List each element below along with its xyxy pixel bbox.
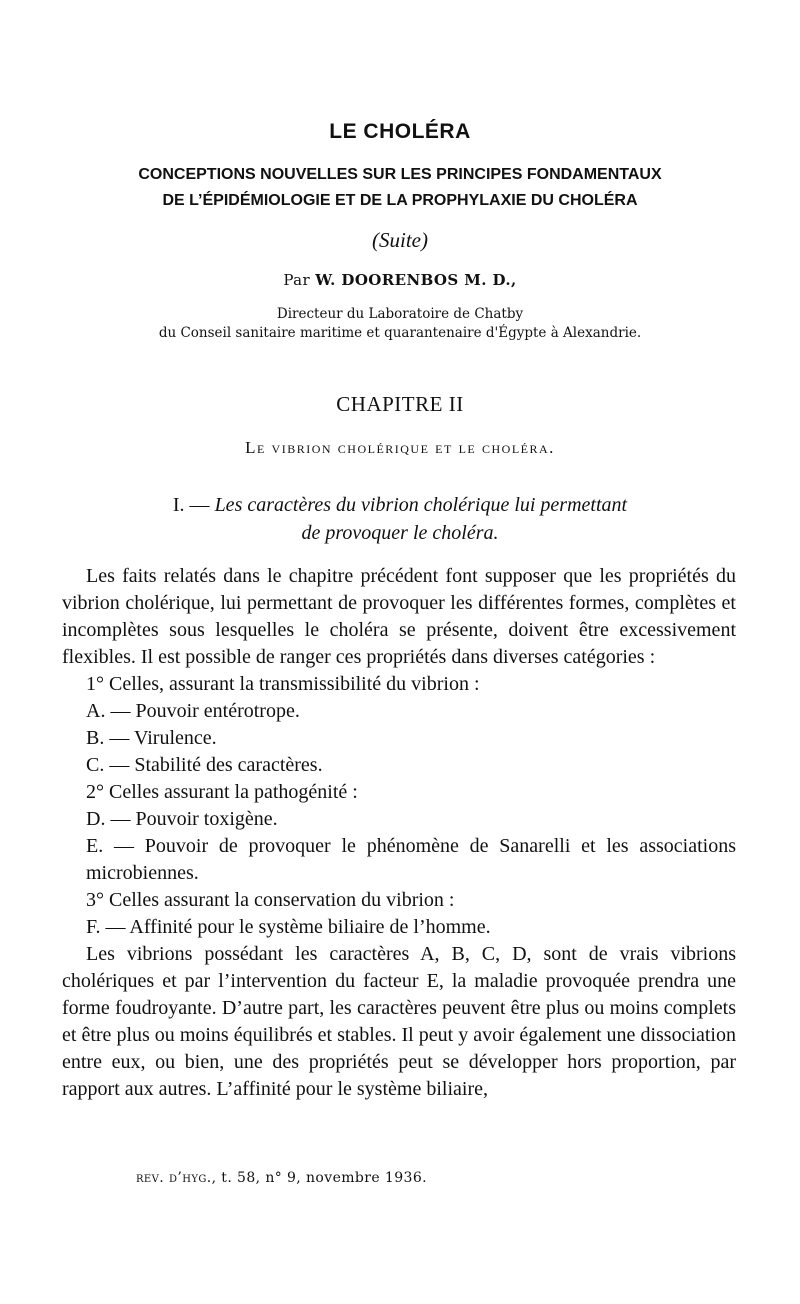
list-item: B. — Virulence. [86,727,217,749]
journal-abbrev: rev. d’hyg., [136,1170,217,1186]
subtitle-line-1: CONCEPTIONS NOUVELLES SUR LES PRINCIPES FONDAMENTAUX [138,166,662,183]
page-footer [136,1170,427,1186]
journal-citation: t. 58, n° 9, novembre 1936. [221,1170,427,1186]
list-item: 3° Celles assurant la conservation du vibrion : [86,889,455,911]
author-affiliation [60,305,740,343]
affiliation-line-1: Directeur du Laboratoire de Chatby [276,306,524,322]
article-subtitle [60,162,740,214]
chapter-title: CHAPITRE II [336,392,464,416]
list-item: C. — Stabilité des caractères. [86,754,323,776]
intro-paragraph: Les faits relatés dans le chapitre précédent font supposer que les propriétés du vibrion cholérique, lui permettant de provoquer les différentes formes, complètes et incomplètes sous lesquelles le choléra se présente, doivent être excessivement flexibles. Il est possible de ranger ces propriétés dans diverses catégories : [62,565,736,668]
list-item: D. — Pouvoir toxigène. [86,808,278,830]
section-heading-line-2 [100,519,700,547]
list-item: E. — Pouvoir de provoquer le phénomène de Sanarelli et les associations microbiennes. [86,835,736,884]
article-title: LE CHOLÉRA [329,120,471,143]
author-name: W. DOORENBOS M. D., [315,271,517,289]
section-title-line-2: de provoquer le choléra. [301,522,499,544]
list-item: A. — Pouvoir entérotrope. [86,700,300,722]
body-text [62,563,736,1103]
list-item: 1° Celles, assurant la transmissibilité du vibrion : [86,673,480,695]
conclusion-paragraph: Les vibrions possédant les caractères A, B, C, D, sont de vrais vibrions cholériques et par l’intervention du facteur E, la maladie provoquée prendra une forme foudroyante. D’autre part, les caractères peuvent être plus ou moins complets et être plus ou moins équilibrés et stables. Il peut y avoir également une dissociation entre eux, ou bien, une des propriétés peut se développer hors proportion, par rapport aux autres. L’affinité pour le système biliaire, [62,943,736,1100]
section-number: I. — [172,494,210,516]
section-heading-line-1 [100,491,700,519]
subtitle-line-2: DE L’ÉPIDÉMIOLOGIE ET DE LA PROPHYLAXIE DU CHOLÉRA [162,192,638,209]
section-heading [100,491,700,547]
section-title-line-1: Les caractères du vibrion cholérique lui permettant [214,494,628,516]
author-line [0,271,800,289]
list-item: 2° Celles assurant la pathogénité : [86,781,358,803]
affiliation-line-2: du Conseil sanitaire maritime et quarantenaire d'Égypte à Alexandrie. [158,325,642,341]
chapter-subtitle: Le vibrion cholérique et le choléra. [245,438,555,457]
author-prefix: Par [283,271,311,289]
list-item: F. — Affinité pour le système biliaire de l’homme. [86,916,491,938]
suite-label: (Suite) [372,228,428,252]
